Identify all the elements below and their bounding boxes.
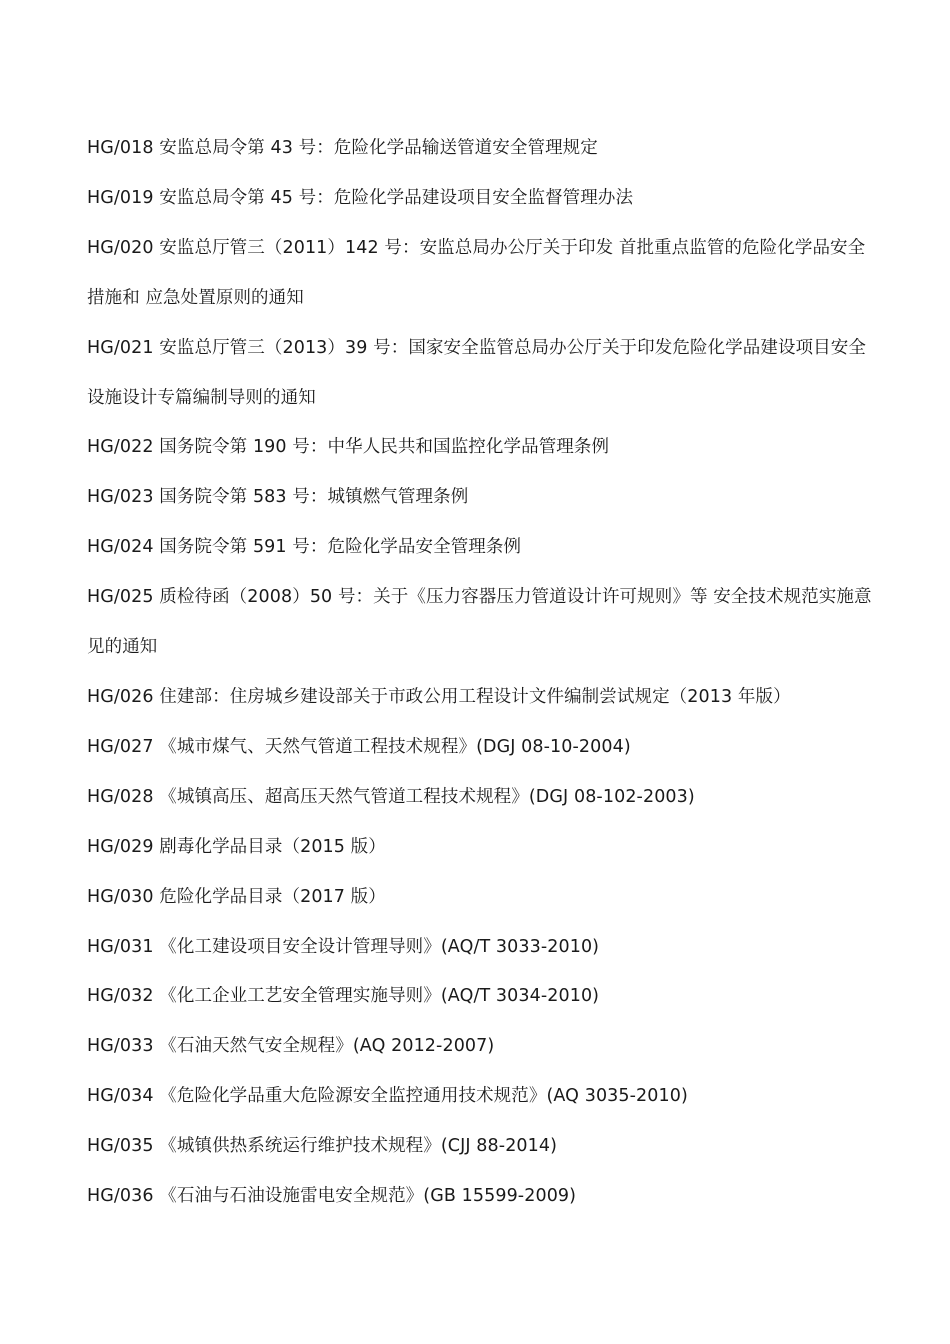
list-item: HG/036 《石油与石油设施雷电安全规范》(GB 15599-2009) — [87, 1186, 577, 1207]
list-item: HG/018 安监总局令第 43 号：危险化学品输送管道安全管理规定 — [87, 138, 598, 158]
list-item: HG/022 国务院令第 190 号：中华人民共和国监控化学品管理条例 — [87, 437, 610, 458]
list-item: HG/024 国务院令第 591 号：危险化学品安全管理条例 — [87, 537, 522, 558]
list-item: HG/027 《城市煤气、天然气管道工程技术规程》(DGJ 08-10-2004) — [87, 736, 631, 757]
list-item: HG/025 质检待函（2008）50 号：关于《压力容器压力管道设计许可规则》等 安全技术规范实施意见的通知 — [87, 587, 872, 658]
list-item: HG/029 剧毒化学品目录（2015 版） — [87, 836, 386, 857]
regulation-list — [87, 124, 872, 1222]
list-item: HG/023 国务院令第 583 号：城镇燃气管理条例 — [87, 487, 469, 508]
list-item: HG/030 危险化学品目录（2017 版） — [87, 886, 386, 907]
list-item: HG/020 安监总厅管三（2011）142 号：安监总局办公厅关于印发 首批重点监管的危险化学品安全措施和 应急处置原则的通知 — [87, 237, 866, 308]
list-item: HG/034 《危险化学品重大危险源安全监控通用技术规范》(AQ 3035-2010) — [87, 1086, 688, 1107]
list-item: HG/019 安监总局令第 45 号：危险化学品建设项目安全监督管理办法 — [87, 187, 634, 208]
list-item: HG/031 《化工建设项目安全设计管理导则》(AQ/T 3033-2010) — [87, 936, 600, 957]
list-item: HG/021 安监总厅管三（2013）39 号：国家安全监管总局办公厅关于印发危险化学品建设项目安全设施设计专篇编制导则的通知 — [87, 337, 866, 408]
list-item: HG/026 住建部：住房城乡建设部关于市政公用工程设计文件编制尝试规定（2013 年版） — [87, 686, 791, 707]
list-item: HG/033 《石油天然气安全规程》(AQ 2012-2007) — [87, 1036, 495, 1057]
list-item: HG/035 《城镇供热系统运行维护技术规程》(CJJ 88-2014) — [87, 1136, 558, 1157]
list-item: HG/032 《化工企业工艺安全管理实施导则》(AQ/T 3034-2010) — [87, 986, 600, 1007]
list-item: HG/028 《城镇高压、超高压天然气管道工程技术规程》(DGJ 08-102-2003) — [87, 786, 695, 807]
